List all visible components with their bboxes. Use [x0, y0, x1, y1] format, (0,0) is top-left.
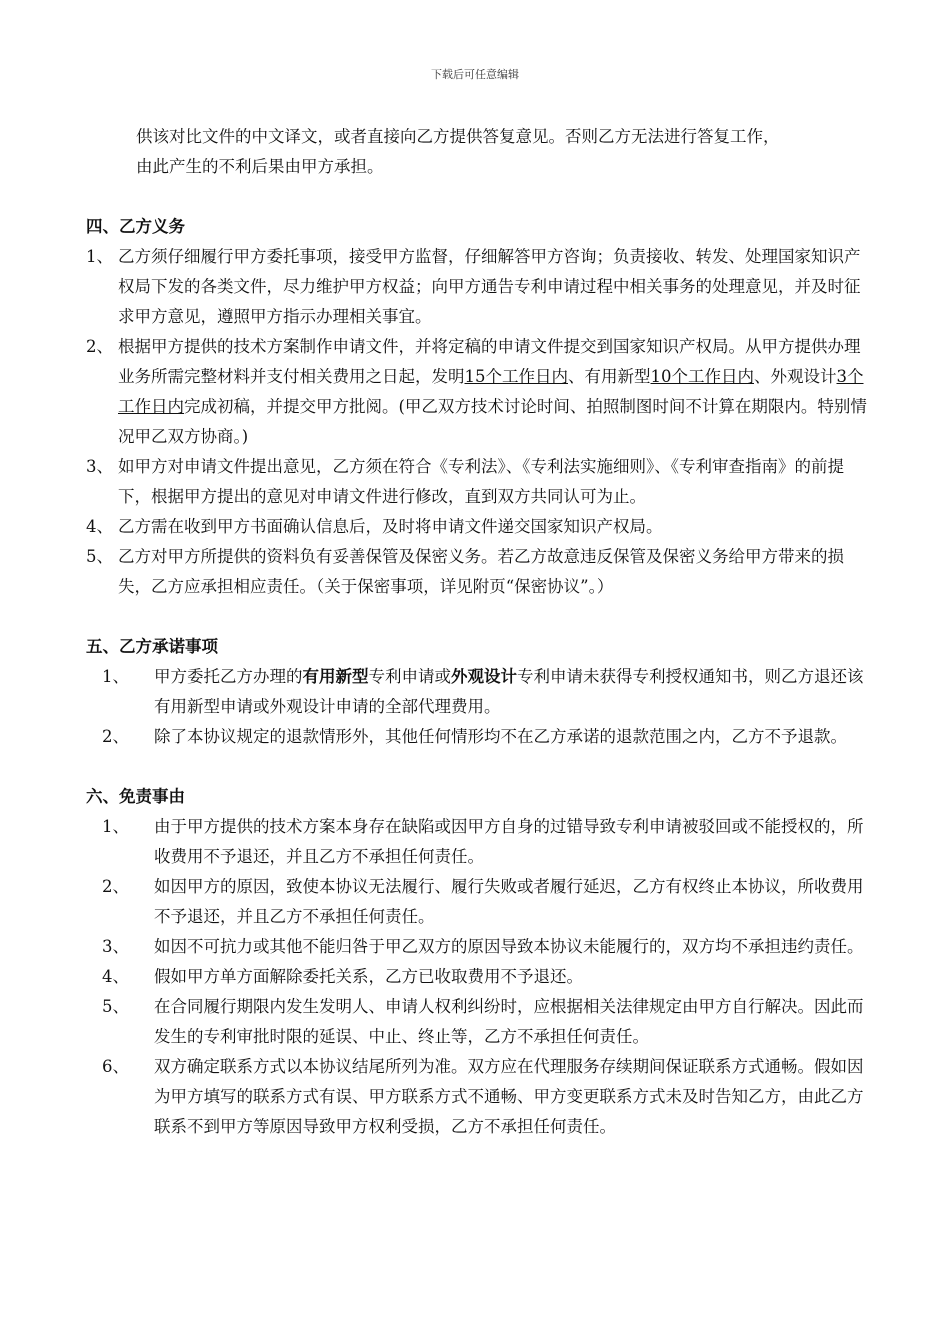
list-item	[86, 332, 876, 452]
item-text: 乙方对甲方所提供的资料负有妥善保管及保密义务。若乙方故意违反保管及保密义务给甲方带来的损失，乙方应承担相应责任。（关于保密事项，详见附页“保密协议”。）	[118, 547, 844, 596]
item-text: 双方确定联系方式以本协议结尾所列为准。双方应在代理服务存续期间保证联系方式通畅。假如因为甲方填写的联系方式有误、甲方联系方式不通畅、甲方变更联系方式未及时告知乙方，由此乙方联系不到甲方等原因导致甲方权利受损，乙方不承担任何责任。	[154, 1057, 864, 1136]
item-text: 如因不可抗力或其他不能归咎于甲乙双方的原因导致本协议未能履行的，双方均不承担违约责任。	[154, 937, 864, 956]
item-number: 6、	[102, 1057, 129, 1076]
continuation-line: 供该对比文件的中文译文，或者直接向乙方提供答复意见。否则乙方无法进行答复工作，	[136, 127, 780, 146]
item-number: 1、	[102, 667, 129, 686]
list-item	[86, 452, 876, 512]
item-text: 由于甲方提供的技术方案本身存在缺陷或因甲方自身的过错导致专利申请被驳回或不能授权的，所收费用不予退还，并且乙方不承担任何责任。	[154, 817, 864, 866]
section-title-exemptions: 六、免责事由	[86, 787, 185, 806]
deadline-invention: 15个工作日内	[464, 367, 568, 386]
item-number: 5、	[102, 997, 129, 1016]
item-text: 除了本协议规定的退款情形外，其他任何情形均不在乙方承诺的退款范围之内，乙方不予退款。	[154, 727, 847, 746]
continuation-line: 由此产生的不利后果由甲方承担。	[136, 157, 384, 176]
item-number: 3、	[102, 937, 129, 956]
document-body	[86, 122, 876, 1142]
section-title-commitments: 五、乙方承诺事项	[86, 637, 218, 656]
list-item	[86, 962, 876, 992]
section-title-obligations: 四、乙方义务	[86, 217, 185, 236]
list-item	[86, 722, 876, 752]
item-text: 如甲方对申请文件提出意见，乙方须在符合《专利法》、《专利法实施细则》、《专利审查指南》的前提下，根据甲方提出的意见对申请文件进行修改，直到双方共同认可为止。	[118, 457, 844, 506]
bold-utility-model: 有用新型	[302, 667, 369, 686]
list-item	[86, 992, 876, 1052]
item-text: 在合同履行期限内发生发明人、申请人权利纠纷时，应根据相关法律规定由甲方自行解决。因此而发生的专利审批时限的延误、中止、终止等，乙方不承担任何责任。	[154, 997, 864, 1046]
list-item	[86, 1052, 876, 1142]
item-number: 2、	[102, 877, 129, 896]
item-number: 1、	[102, 817, 129, 836]
page-header-note: 下载后可任意编辑	[431, 68, 519, 81]
item-text: 根据甲方提供的技术方案制作申请文件，并将定稿的申请文件提交到国家知识产权局。从甲方提供办理业务所需完整材料并支付相关费用之日起，发明15个工作日内、有用新型10个工作日内、外观设计3个工作日内完成初稿，并提交甲方批阅。(甲乙双方技术讨论时间、拍照制图时间不计算在期限内。特别情况甲乙双方协商。)	[118, 337, 867, 446]
list-item	[86, 542, 876, 602]
item-text: 乙方需在收到甲方书面确认信息后，及时将申请文件递交国家知识产权局。	[118, 517, 663, 536]
continuation-paragraph	[86, 122, 876, 182]
deadline-utility-model: 10个工作日内	[650, 367, 754, 386]
list-item	[86, 812, 876, 872]
bold-design: 外观设计	[451, 667, 517, 686]
list-item	[86, 242, 876, 332]
item-number: 4、	[102, 967, 129, 986]
list-item	[86, 872, 876, 932]
item-number: 5、	[86, 547, 113, 566]
item-number: 2、	[102, 727, 129, 746]
item-text: 如因甲方的原因，致使本协议无法履行、履行失败或者履行延迟，乙方有权终止本协议，所收费用不予退还，并且乙方不承担任何责任。	[154, 877, 864, 926]
item-number: 3、	[86, 457, 113, 476]
item-number: 1、	[86, 247, 113, 266]
item-text: 甲方委托乙方办理的有用新型专利申请或外观设计专利申请未获得专利授权通知书，则乙方退还该有用新型申请或外观设计申请的全部代理费用。	[154, 667, 864, 716]
item-number: 4、	[86, 517, 113, 536]
item-text: 乙方须仔细履行甲方委托事项，接受甲方监督，仔细解答甲方咨询；负责接收、转发、处理国家知识产权局下发的各类文件，尽力维护甲方权益；向甲方通告专利申请过程中相关事务的处理意见，并及时征求甲方意见，遵照甲方指示办理相关事宜。	[118, 247, 861, 326]
list-item	[86, 932, 876, 962]
list-item	[86, 662, 876, 722]
item-number: 2、	[86, 337, 113, 356]
deadline-design: 3个工作日内	[118, 367, 864, 416]
list-item	[86, 512, 876, 542]
item-text: 假如甲方单方面解除委托关系，乙方已收取费用不予退还。	[154, 967, 583, 986]
